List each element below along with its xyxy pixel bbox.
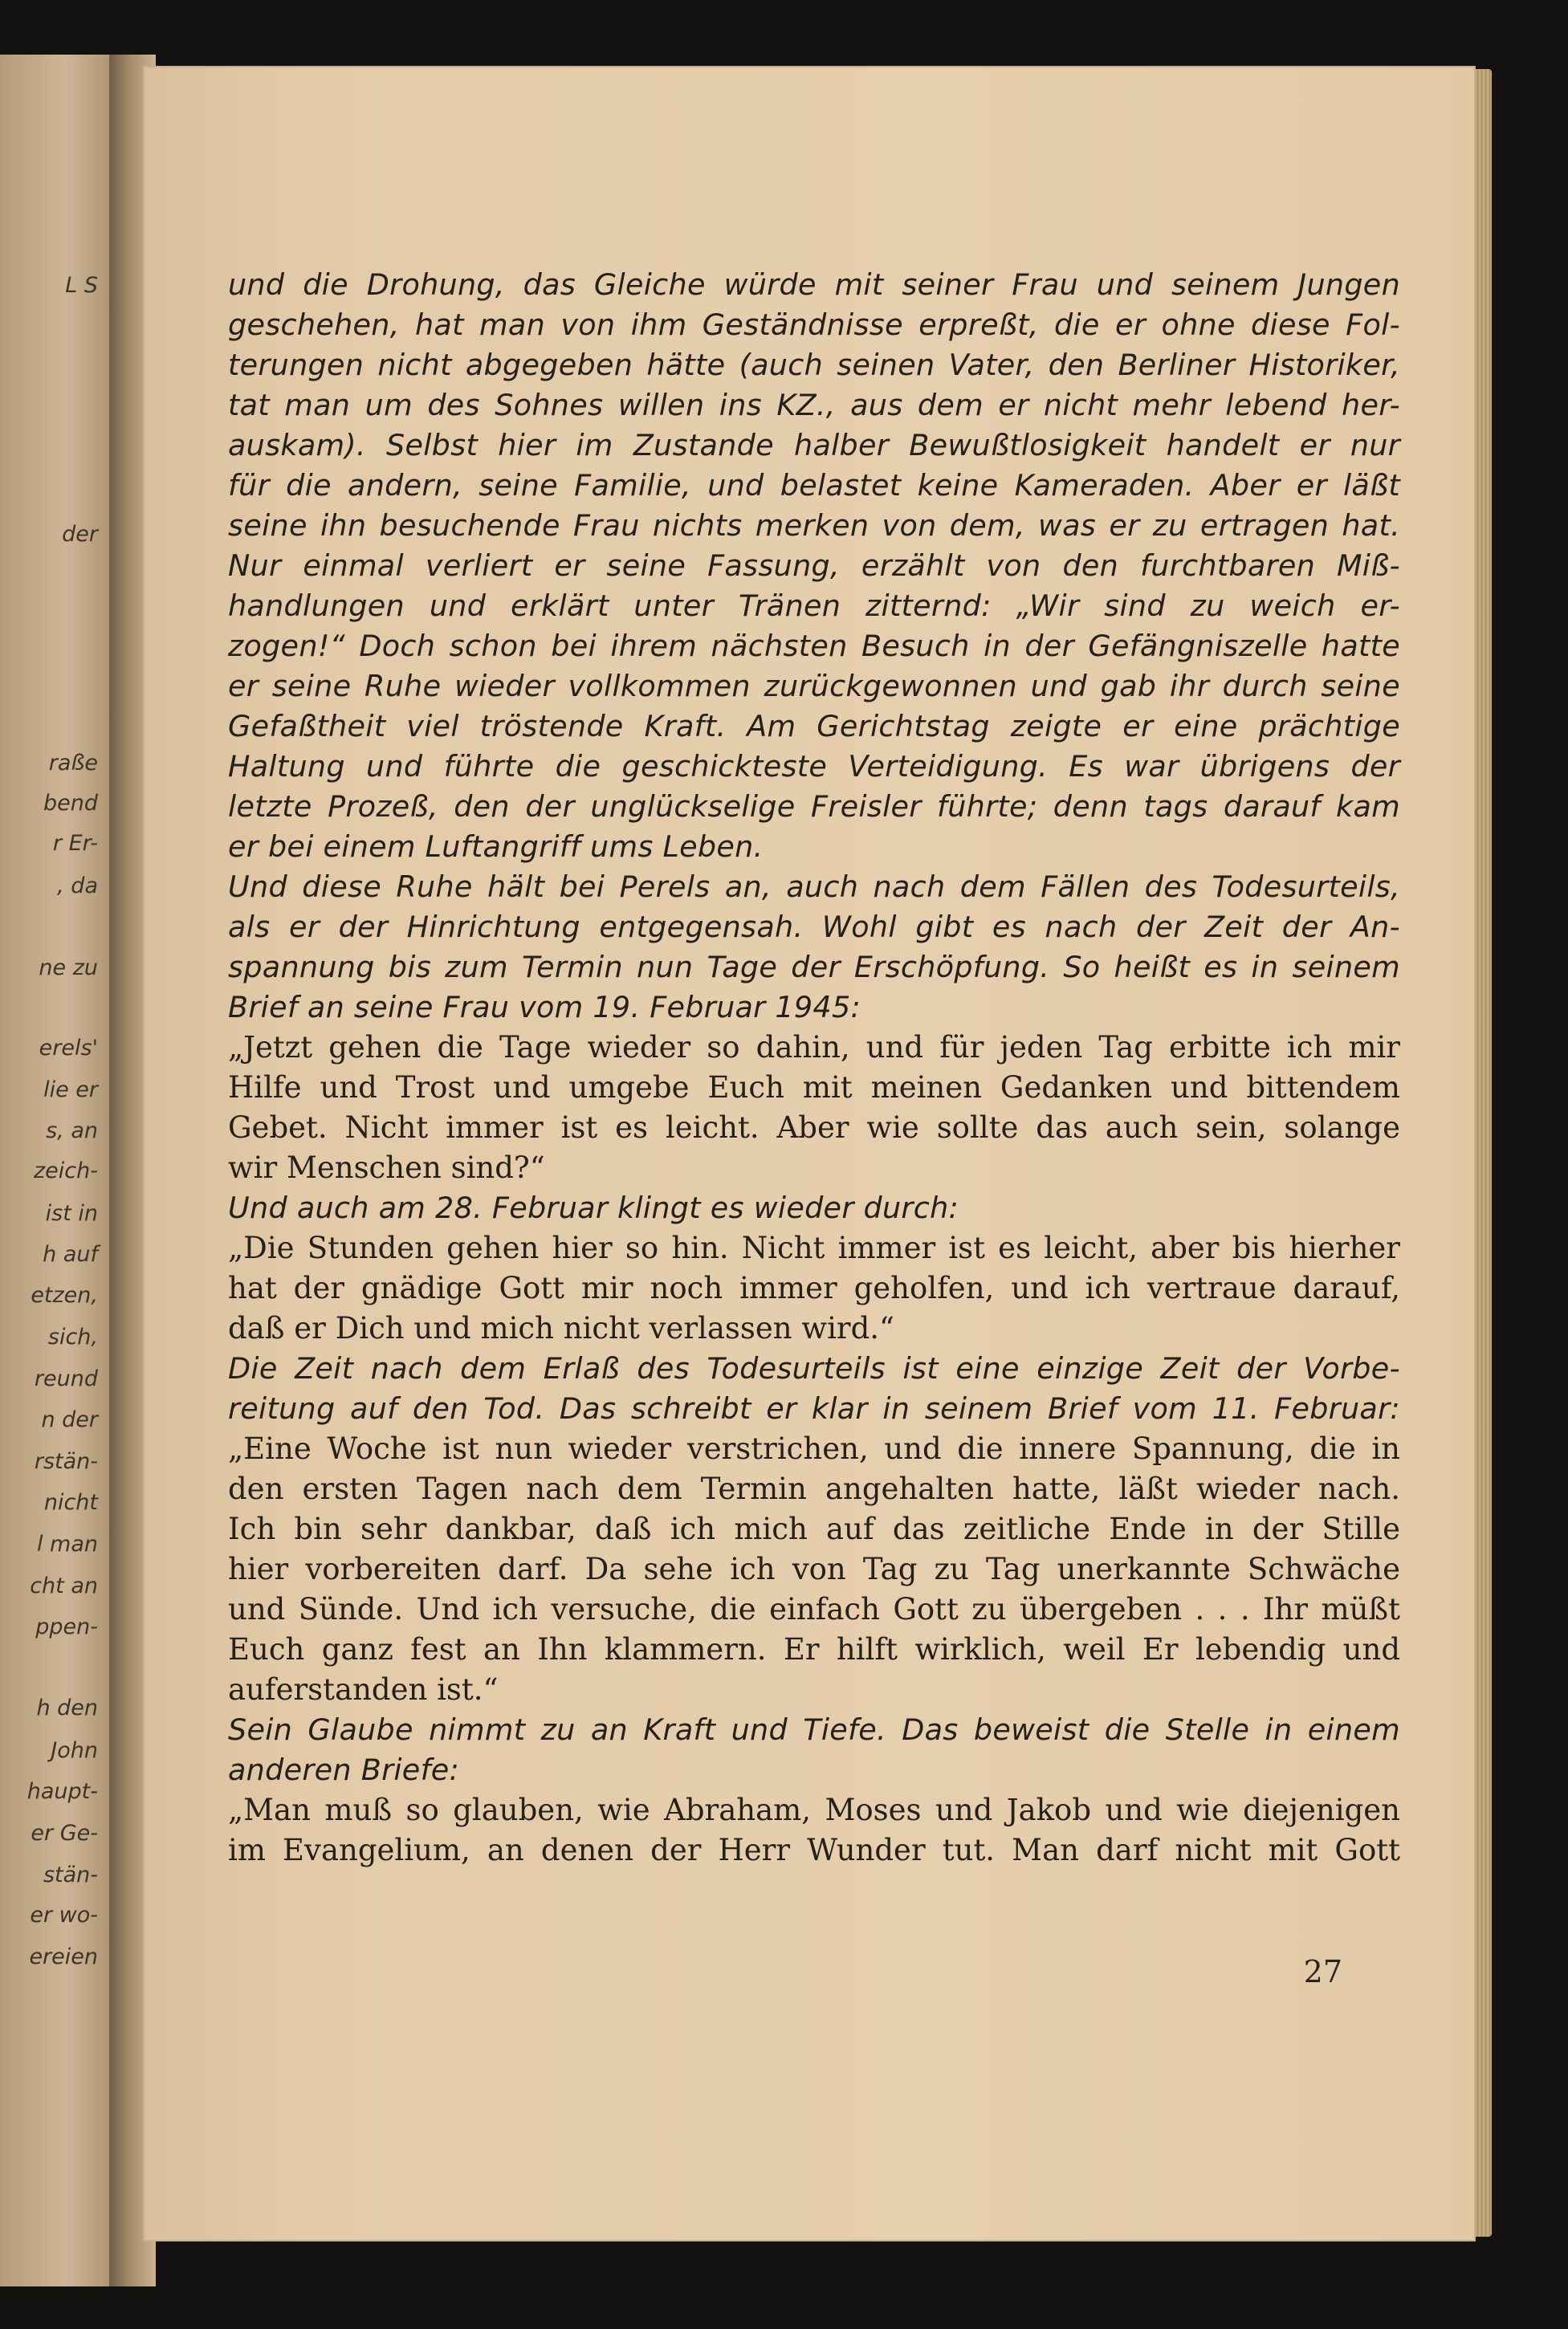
text-line: tat man um des Sohnes willen ins KZ., aus dem er nicht mehr lebend her-	[228, 388, 1400, 422]
left-page-text-fragment: cht an	[30, 1574, 98, 1598]
text-line: daß er Dich und mich nicht verlassen wird.“	[228, 1311, 894, 1346]
left-page-text-fragment: der	[62, 522, 98, 547]
text-line: als er der Hinrichtung entgegensah. Wohl gibt es nach der Zeit der An-	[228, 910, 1400, 944]
left-page-text-fragment: reund	[34, 1366, 98, 1391]
left-page-text-fragment: ne zu	[39, 955, 98, 980]
left-page-text-fragment: bend	[43, 791, 98, 816]
left-page-text-fragment: sich,	[47, 1325, 98, 1350]
text-line: „Eine Woche ist nun wieder verstrichen, und die innere Spannung, die in	[228, 1431, 1400, 1466]
left-page-text-fragment: er Ge-	[31, 1821, 98, 1846]
text-line: terungen nicht abgegeben hätte (auch seinen Vater, den Berliner Historiker,	[228, 348, 1400, 382]
page-number: 27	[1303, 1954, 1342, 1989]
text-line: und die Drohung, das Gleiche würde mit seiner Frau und seinem Jungen	[228, 267, 1400, 302]
text-line: zogen!“ Doch schon bei ihrem nächsten Besuch in der Gefängniszelle hatte	[228, 629, 1400, 663]
left-page-text-fragment: , da	[57, 873, 98, 898]
text-line: Haltung und führte die geschickteste Verteidigung. Es war übrigens der	[228, 749, 1400, 784]
text-line: anderen Briefe:	[228, 1753, 460, 1787]
text-line: Und diese Ruhe hält bei Perels an, auch nach dem Fällen des Todesurteils,	[228, 869, 1400, 904]
page-stack-edge	[1476, 69, 1492, 2237]
left-page-text-fragment: stän-	[43, 1863, 98, 1887]
left-page-text-fragment: lie er	[43, 1077, 98, 1102]
text-line: für die andern, seine Familie, und belastet keine Kameraden. Aber er läßt	[228, 468, 1400, 503]
text-line: Gefaßtheit viel tröstende Kraft. Am Gerichtstag zeigte er eine prächtige	[228, 709, 1400, 743]
text-line: Hilfe und Trost und umgebe Euch mit meinen Gedanken und bittendem	[228, 1070, 1400, 1105]
left-page-text-fragment: h den	[36, 1696, 98, 1720]
text-line: auskam). Selbst hier im Zustande halber Bewußtlosigkeit handelt er nur	[228, 428, 1400, 462]
text-line: Gebet. Nicht immer ist es leicht. Aber wie sollte das auch sein, solange	[228, 1110, 1400, 1145]
text-line: Brief an seine Frau vom 19. Februar 1945:	[228, 990, 861, 1024]
left-page-edge	[0, 55, 120, 2286]
text-line: letzte Prozeß, den der unglückselige Freisler führte; denn tags darauf kam	[228, 789, 1400, 824]
text-line: hat der gnädige Gott mir noch immer geholfen, und ich vertraue darauf,	[228, 1271, 1400, 1305]
text-line: er seine Ruhe wieder vollkommen zurückgewonnen und gab ihr durch seine	[228, 669, 1400, 703]
left-page-text-fragment: s, an	[46, 1118, 98, 1143]
text-line: hier vorbereiten darf. Da sehe ich von Tag zu Tag unerkannte Schwäche	[228, 1552, 1400, 1586]
text-line: Euch ganz fest an Ihn klammern. Er hilft wirklich, weil Er lebendig und	[228, 1632, 1400, 1667]
text-line: Sein Glaube nimmt zu an Kraft und Tiefe. Das beweist die Stelle in einem	[228, 1712, 1400, 1747]
left-page-text-fragment: erels'	[39, 1036, 98, 1061]
left-page-text-fragment: n der	[41, 1407, 98, 1432]
left-page-text-fragment: h auf	[43, 1242, 98, 1267]
left-page-text-fragment: ppen-	[35, 1614, 98, 1639]
left-page-text-fragment: rstän-	[34, 1449, 98, 1474]
text-line: wir Menschen sind?“	[228, 1150, 545, 1185]
left-page-text-fragment: haupt-	[26, 1779, 98, 1804]
book-page	[143, 66, 1476, 2241]
text-line: seine ihn besuchende Frau nichts merken von dem, was er zu ertragen hat.	[228, 508, 1400, 543]
text-line: Die Zeit nach dem Erlaß des Todesurteils ist eine einzige Zeit der Vorbe-	[228, 1351, 1400, 1386]
text-line: und Sünde. Und ich versuche, die einfach Gott zu übergeben . . . Ihr müßt	[228, 1592, 1400, 1627]
text-line: auferstanden ist.“	[228, 1672, 499, 1707]
left-page-text-fragment: nicht	[43, 1490, 98, 1515]
text-line: im Evangelium, an denen der Herr Wunder tut. Man darf nicht mit Gott	[228, 1833, 1400, 1867]
text-line: geschehen, hat man von ihm Geständnisse erpreßt, die er ohne diese Fol-	[228, 307, 1400, 342]
text-line: „Die Stunden gehen hier so hin. Nicht immer ist es leicht, aber bis hierher	[228, 1231, 1400, 1265]
left-page-text-fragment: ist in	[45, 1201, 98, 1226]
left-page-text-fragment: zeich-	[34, 1158, 98, 1183]
text-line: „Man muß so glauben, wie Abraham, Moses und Jakob und wie diejenigen	[228, 1793, 1400, 1827]
left-page-text-fragment: L S	[65, 273, 98, 298]
text-line: handlungen und erklärt unter Tränen zitternd: „Wir sind zu weich er-	[228, 588, 1400, 623]
left-page-text-fragment: l man	[36, 1532, 98, 1557]
text-line: reitung auf den Tod. Das schreibt er klar in seinem Brief vom 11. Februar:	[228, 1391, 1400, 1426]
left-page-text-fragment: raße	[48, 751, 98, 776]
text-line: den ersten Tagen nach dem Termin angehalten hatte, läßt wieder nach.	[228, 1472, 1400, 1506]
left-page-text-fragment: r Er-	[52, 831, 98, 856]
text-line: er bei einem Luftangriff ums Leben.	[228, 829, 764, 864]
left-page-text-fragment: John	[51, 1738, 98, 1763]
text-line: Nur einmal verliert er seine Fassung, erzählt von den furchtbaren Miß-	[228, 548, 1400, 583]
text-line: Ich bin sehr dankbar, daß ich mich auf das zeitliche Ende in der Stille	[228, 1512, 1400, 1546]
left-page-text-fragment: etzen,	[31, 1283, 98, 1308]
page-body-text	[228, 265, 1400, 1871]
left-page-text-fragment: ereien	[29, 1944, 98, 1969]
text-line: Und auch am 28. Februar klingt es wieder durch:	[228, 1191, 959, 1225]
left-page-text-fragment: er wo-	[30, 1903, 98, 1928]
text-line: spannung bis zum Termin nun Tage der Erschöpfung. So heißt es in seinem	[228, 950, 1400, 984]
text-line: „Jetzt gehen die Tage wieder so dahin, und für jeden Tag erbitte ich mir	[228, 1030, 1400, 1065]
